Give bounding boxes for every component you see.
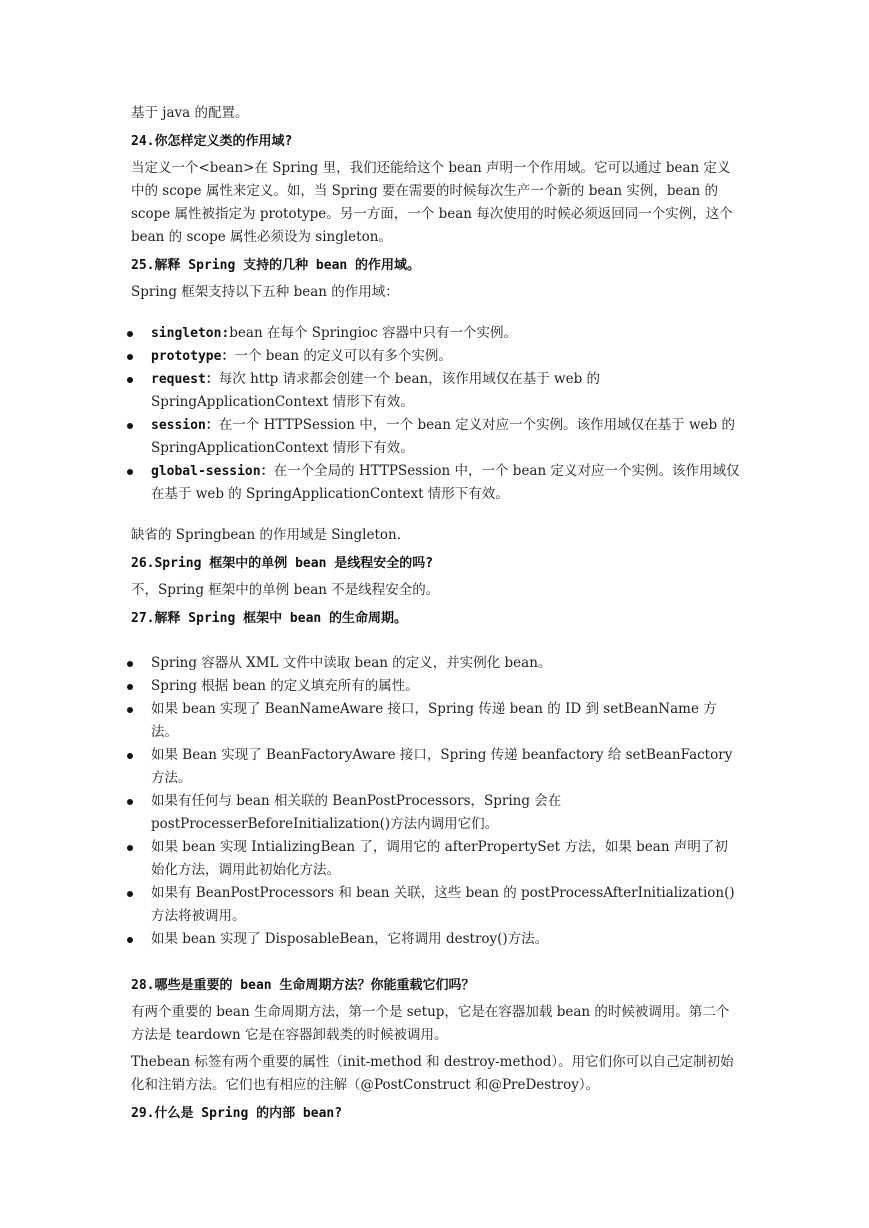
scope-keyword: global-session： <box>151 464 274 479</box>
list-item: 如果有任何与 bean 相关联的 BeanPostProcessors，Spring 会在 postProcesserBeforeInitialization()方法内调用它们。 <box>131 790 741 836</box>
q28-paragraph-2: Thebean 标签有两个重要的属性（init-method 和 destroy-method）。用它们你可以自己定制初始化和注销方法。它们也有相应的注解（@PostConstruct 和@PreDestroy）。 <box>131 1054 734 1093</box>
scope-list <box>131 322 741 506</box>
q25-heading: 25.解释 Spring 支持的几种 bean 的作用域。 <box>131 258 421 273</box>
q24-body: 当定义一个<bean>在 Spring 里，我们还能给这个 bean 声明一个作用域。它可以通过 bean 定义中的 scope 属性来定义。如，当 Spring 要在需要的时候每次生产一个新的 bean 实例，bean 的 scope 属性被指定为 prototype。另一方面，一个 bean 每次使用的时候必须返回同一个实例，这个 bean 的 scope 属性必须设为 singleton。 <box>131 160 733 245</box>
q25-intro: Spring 框架支持以下五种 bean 的作用域： <box>131 284 399 300</box>
list-item: 如果 bean 实现了 DisposableBean，它将调用 destroy()方法。 <box>131 928 741 951</box>
q29-heading: 29.什么是 Spring 的内部 bean? <box>131 1106 343 1121</box>
q27-heading: 27.解释 Spring 框架中 bean 的生命周期。 <box>131 611 408 626</box>
q26-body: 不，Spring 框架中的单例 bean 不是线程安全的。 <box>131 582 440 598</box>
lifecycle-list <box>131 652 741 951</box>
scope-description: 一个 bean 的定义可以有多个实例。 <box>234 348 452 364</box>
scope-description: 在一个全局的 HTTPSession 中，一个 bean 定义对应一个实例。该作用域仅在基于 web 的 SpringApplicationContext 情形下有效。 <box>151 463 740 502</box>
list-item: 如果 Bean 实现了 BeanFactoryAware 接口，Spring 传递 beanfactory 给 setBeanFactory 方法。 <box>131 744 741 790</box>
spacer <box>131 951 741 969</box>
q28-paragraph-1: 有两个重要的 bean 生命周期方法，第一个是 setup，它是在容器加载 bean 的时候被调用。第二个方法是 teardown 它是在容器卸载类的时候被调用。 <box>131 1004 730 1043</box>
list-item <box>131 345 741 368</box>
scope-description: 每次 http 请求都会创建一个 bean，该作用域仅在基于 web 的 SpringApplicationContext 情形下有效。 <box>151 371 600 410</box>
list-item <box>131 368 741 414</box>
document-content <box>131 102 741 1129</box>
spacer <box>131 304 741 322</box>
q26-heading: 26.Spring 框架中的单例 bean 是线程安全的吗? <box>131 556 434 571</box>
scope-keyword: session： <box>151 418 219 433</box>
list-item <box>131 322 741 345</box>
spacer <box>131 506 741 524</box>
list-item: 如果 bean 实现了 BeanNameAware 接口，Spring 传递 bean 的 ID 到 setBeanName 方法。 <box>131 698 741 744</box>
list-item: 如果有 BeanPostProcessors 和 bean 关联，这些 bean 的 postProcessAfterInitialization()方法将被调用。 <box>131 882 741 928</box>
intro-text: 基于 java 的配置。 <box>131 105 249 121</box>
list-item <box>131 414 741 460</box>
q24-heading: 24.你怎样定义类的作用域? <box>131 134 293 149</box>
spacer <box>131 634 741 652</box>
scope-keyword: prototype： <box>151 349 235 364</box>
list-item: Spring 容器从 XML 文件中读取 bean 的定义，并实例化 bean。 <box>131 652 741 675</box>
q28-heading: 28.哪些是重要的 bean 生命周期方法？你能重载它们吗？ <box>131 978 475 993</box>
list-item: Spring 根据 bean 的定义填充所有的属性。 <box>131 675 741 698</box>
scope-description: bean 在每个 Springioc 容器中只有一个实例。 <box>229 325 518 341</box>
list-item: 如果 bean 实现 IntializingBean 了，调用它的 afterPropertySet 方法，如果 bean 声明了初始化方法，调用此初始化方法。 <box>131 836 741 882</box>
scope-keyword: request： <box>151 372 219 387</box>
q25-footer: 缺省的 Springbean 的作用域是 Singleton. <box>131 527 401 543</box>
scope-description: 在一个 HTTPSession 中，一个 bean 定义对应一个实例。该作用域仅在基于 web 的 SpringApplicationContext 情形下有效。 <box>151 417 735 456</box>
scope-keyword: singleton: <box>151 326 230 341</box>
list-item <box>131 460 741 506</box>
